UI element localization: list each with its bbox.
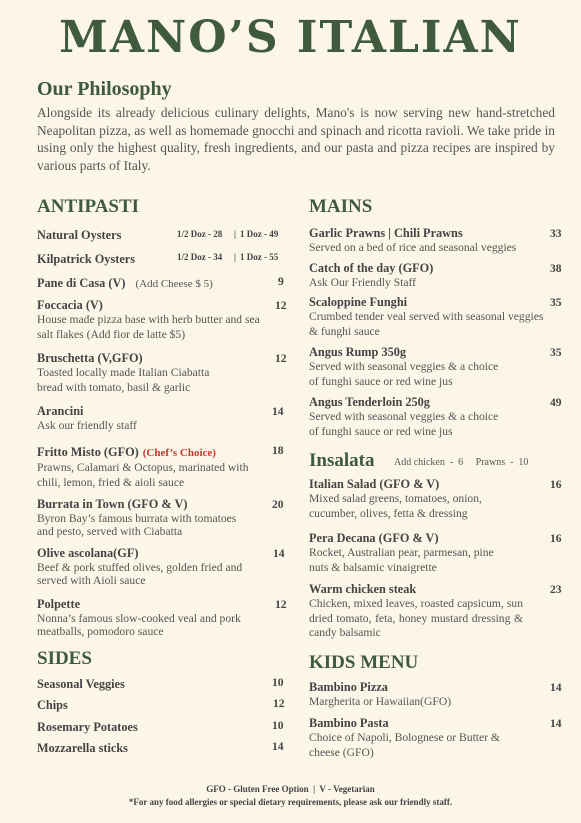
item-name: Pane di Casa (V) (37, 276, 126, 290)
menu-item-pera-decana (309, 531, 509, 575)
item-name: Angus Tenderloin 250g (309, 395, 430, 409)
item-price: 18 (272, 444, 284, 457)
menu-item-burrata (37, 497, 267, 538)
item-price: 38 (550, 262, 562, 275)
menu-item-angus-tenderloin (309, 395, 509, 439)
insalata-heading: Insalata (309, 450, 375, 471)
item-name: Warm chicken steak (309, 582, 417, 596)
kids-menu-heading: KIDS MENU (309, 652, 419, 673)
item-description: Served on a bed of rice and seasonal veggies (309, 241, 517, 254)
menu-item-foccacia (37, 298, 267, 342)
menu-item-rosemary-potatoes (37, 718, 138, 736)
item-price: 9 (278, 275, 284, 288)
item-name: Burrata in Town (GFO & V) (37, 497, 188, 511)
item-description: Choice of Napoli, Bolognese or Butter & cheese (GFO) (309, 731, 500, 759)
item-price: 12 (273, 697, 285, 710)
price-separator: | (234, 252, 236, 262)
menu-item-olive-ascolana (37, 546, 267, 587)
item-description: Served with seasonal veggies & a choice of funghi sauce or red wine jus (309, 410, 499, 438)
menu-item-natural-oysters (37, 226, 121, 244)
menu-item-pane-di-casa (37, 274, 213, 292)
menu-item-kilpatrick-oysters (37, 250, 135, 268)
item-price: 35 (550, 346, 562, 359)
item-name: Angus Rump 350g (309, 345, 407, 359)
item-price: 10 (272, 719, 284, 732)
item-name: Garlic Prawns | Chili Prawns (309, 226, 463, 240)
item-price: 16 (550, 478, 562, 491)
item-price: 14 (272, 405, 284, 418)
item-description: Beef & pork stuffed olives, golden fried and served with Aioli sauce (37, 561, 243, 587)
item-name: Polpette (37, 597, 81, 611)
price-half-dozen: 1/2 Doz - 28 (177, 229, 223, 239)
price-dozen: 1 Doz - 55 (240, 252, 279, 262)
item-price: 16 (550, 532, 562, 545)
item-price: 14 (550, 717, 562, 730)
menu-item-scaloppine-funghi (309, 295, 544, 339)
item-name: Catch of the day (GFO) (309, 261, 434, 275)
restaurant-title: MANO’S ITALIAN (59, 12, 522, 63)
mains-heading: MAINS (309, 196, 373, 217)
menu-item-mozzarella-sticks (37, 739, 128, 757)
item-price: 10 (272, 676, 284, 689)
philosophy-heading: Our Philosophy (37, 78, 172, 100)
item-price: 23 (550, 583, 562, 596)
price-half-dozen: 1/2 Doz - 34 (177, 252, 223, 262)
item-price: 20 (272, 498, 284, 511)
menu-item-catch-of-the-day (309, 261, 544, 291)
item-name: Foccacia (V) (37, 298, 103, 312)
menu-item-warm-chicken-steak (309, 582, 523, 641)
item-name: Chips (37, 698, 68, 712)
sides-heading: SIDES (37, 648, 92, 669)
item-name: Bambino Pasta (309, 716, 389, 730)
item-description: Served with seasonal veggies & a choice of funghi sauce or red wine jus (309, 360, 499, 388)
menu-item-bambino-pizza (309, 680, 529, 710)
philosophy-text: Alongside its already delicious culinary delights, Mano's is now serving new hand-stretched Neapolitan pizza, as well as homemade gnocchi and spinach and ricotta ravioli. We take pride in using only the highest quality, fresh ingredients, and our pasta and pizza recipes are inspired by various parts of Italy. (37, 105, 555, 173)
item-price: 49 (550, 396, 562, 409)
menu-item-fritto-misto (37, 443, 267, 490)
item-name: Olive ascolana(GF) (37, 546, 139, 560)
item-name: Bambino Pizza (309, 680, 388, 694)
chefs-choice-badge: (Chef’s Choice) (142, 447, 216, 459)
antipasti-heading: ANTIPASTI (37, 196, 140, 217)
item-price: 12 (275, 598, 287, 611)
item-name: Pera Decana (GFO & V) (309, 531, 439, 545)
item-name: Italian Salad (GFO & V) (309, 477, 440, 491)
item-price: 33 (550, 227, 562, 240)
menu-item-chips (37, 696, 68, 714)
item-description: Toasted locally made Italian Ciabatta bread with tomato, basil & garlic (37, 366, 210, 394)
item-description: Mixed salad greens, tomatoes, onion, cucumber, olives, fetta & dressing (309, 492, 482, 520)
item-price: 12 (275, 299, 287, 312)
item-name: Arancini (37, 404, 84, 418)
menu-item-garlic-prawns (309, 226, 544, 256)
item-name: Seasonal Veggies (37, 677, 125, 691)
item-name: Scaloppine Funghi (309, 295, 408, 309)
price-dozen: 1 Doz - 49 (240, 229, 279, 239)
item-description: House made pizza base with herb butter and sea salt flakes (Add fior de latte $5) (37, 313, 260, 341)
menu-item-angus-rump (309, 345, 509, 389)
menu-item-polpette (37, 597, 267, 638)
item-price: 12 (275, 352, 287, 365)
item-name: Natural Oysters (37, 228, 122, 242)
item-description: Byron Bay’s famous burrata with tomatoes and pesto, served with Ciabatta (37, 512, 237, 538)
price-separator: | (234, 229, 236, 239)
menu-item-arancini (37, 404, 267, 434)
item-description: Margherita or Hawaiian(GFO) (309, 695, 452, 708)
item-name: Kilpatrick Oysters (37, 252, 136, 266)
item-description: Nonna’s famous slow-cooked veal and pork meatballs, pomodoro sauce (37, 612, 241, 638)
item-name: Rosemary Potatoes (37, 720, 138, 734)
menu-item-bruschetta (37, 351, 267, 395)
item-price: 14 (272, 740, 284, 753)
item-description: Rocket, Australian pear, parmesan, pine nuts & balsamic vinaigrette (309, 546, 494, 574)
item-description: Ask Our Friendly Staff (309, 276, 417, 289)
item-name: Bruschetta (V,GFO) (37, 351, 143, 365)
salad-addons: Add chicken - 6 Prawns - 10 (394, 457, 529, 468)
menu-item-bambino-pasta (309, 716, 524, 760)
item-price: 14 (273, 547, 285, 560)
item-price: 14 (550, 681, 562, 694)
allergy-notice: *For any food allergies or special dietary requirements, please ask our friendly staff. (128, 797, 453, 807)
item-name: Fritto Misto (GFO) (37, 445, 139, 459)
menu-item-seasonal-veggies (37, 675, 125, 693)
item-description: Ask our friendly staff (37, 419, 137, 432)
item-description: Chicken, mixed leaves, roasted capsicum, sun dried tomato, feta, honey mustard dressing & candy balsamic (309, 597, 523, 640)
dietary-legend: GFO - Gluten Free Option | V - Vegetarian (206, 784, 375, 794)
item-description: Crumbed tender veal served with seasonal veggies & funghi sauce (309, 310, 544, 338)
item-name: Mozzarella sticks (37, 741, 128, 755)
menu-item-italian-salad (309, 477, 509, 521)
item-price: 35 (550, 296, 562, 309)
item-description: Prawns, Calamari & Octopus, marinated with chili, lemon, fried & aioli sauce (37, 461, 249, 489)
item-note: (Add Cheese $ 5) (135, 278, 213, 290)
